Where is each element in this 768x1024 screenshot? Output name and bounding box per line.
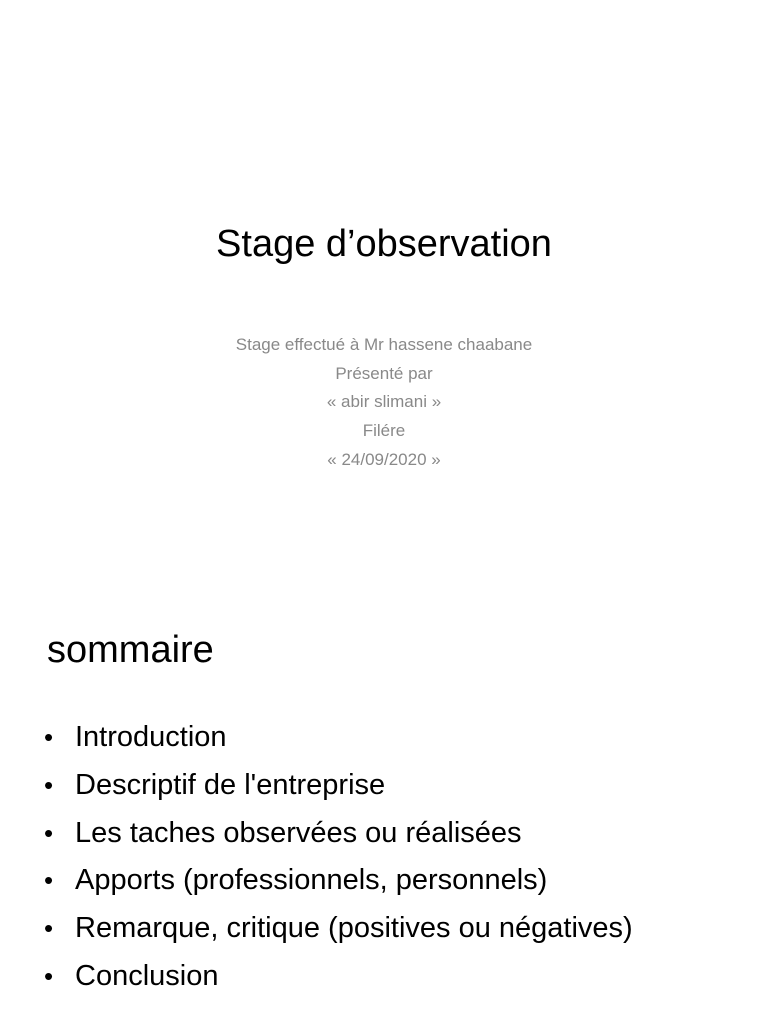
list-item [44,810,633,858]
list-item-text: Remarque, critique (positives ou négatives) [75,912,633,945]
subtitle-line-author: « abir slimani » [326,392,442,412]
subtitle-line-presented-by: Présenté par [335,363,433,383]
bullet-icon: • [44,865,54,896]
bullet-icon: • [44,769,54,800]
summary-list [44,714,633,1001]
list-item [44,953,633,1001]
list-item-text: Apports (professionnels, personnels) [75,864,548,897]
bullet-icon: • [44,722,54,752]
bullet-icon: • [44,913,54,944]
presentation-title: Stage d’observation [216,223,552,265]
list-item [44,762,633,810]
subtitle-block [0,331,768,475]
subtitle-line-date: « 24/09/2020 » [327,449,441,469]
summary-slide [0,512,768,1024]
list-item [44,714,633,762]
list-item [44,905,633,953]
list-item-text: Conclusion [75,959,219,992]
list-item-text: Les taches observées ou réalisées [75,816,522,849]
bullet-icon: • [44,960,54,991]
list-item-text: Introduction [75,721,227,753]
subtitle-line-internship: Stage effectué à Mr hassene chaabane [235,335,533,354]
subtitle-line-field: Filére [362,421,406,441]
summary-title: sommaire [47,629,214,671]
list-item [44,857,633,905]
list-item-text: Descriptif de l'entreprise [75,768,386,801]
bullet-icon: • [44,817,54,848]
